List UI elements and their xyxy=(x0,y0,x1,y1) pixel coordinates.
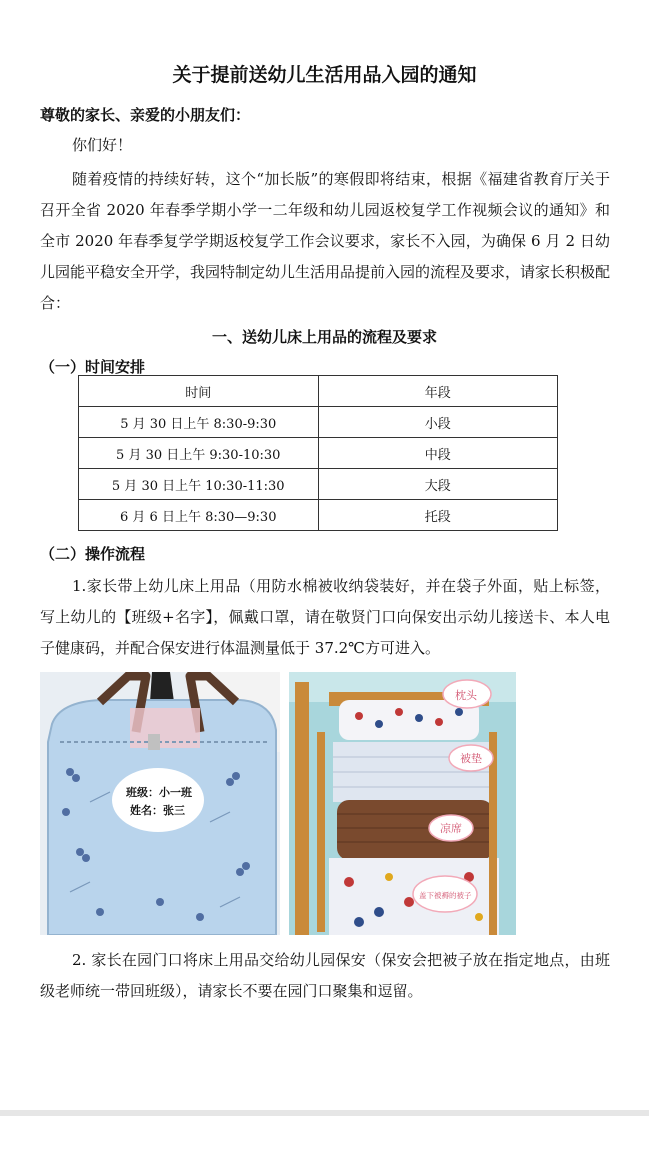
table-row xyxy=(79,407,558,438)
hello-line: 你们好！ xyxy=(72,136,133,154)
bag-illustration xyxy=(40,672,280,935)
table-cell-time: 5 月 30 日上午 8:30-9:30 xyxy=(79,407,319,438)
table-header-cell: 年段 xyxy=(318,376,558,407)
table-cell-time: 6 月 6 日上午 8:30—9:30 xyxy=(79,500,319,531)
subsection-process-title: （二）操作流程 xyxy=(40,545,146,563)
table-cell-grade: 托段 xyxy=(318,500,558,531)
greeting: 尊敬的家长、亲爱的小朋友们： xyxy=(40,106,251,124)
table-header-cell: 时间 xyxy=(79,376,319,407)
table-row xyxy=(79,438,558,469)
bag-label-class: 班级：小一班 xyxy=(126,786,192,799)
bag-photo xyxy=(40,672,280,935)
crib-photo xyxy=(289,672,516,935)
bag-label-name: 姓名：张三 xyxy=(130,804,185,817)
crib-label-pad: 被垫 xyxy=(460,752,482,765)
step1-paragraph: 1.家长带上幼儿床上用品（用防水棉被收纳袋装好，并在袋子外面，贴上标签，写上幼儿的【班级+名字】，佩戴口罩，请在敬贤门口向保安出示幼儿接送卡、本人电子健康码，并配合保安进行体温测量低于 37.2℃方可进入。 xyxy=(40,577,610,657)
crib-illustration xyxy=(289,672,516,935)
crib-label-pillow: 枕头 xyxy=(455,689,477,702)
table-row xyxy=(79,469,558,500)
subsection-time-title: （一）时间安排 xyxy=(40,358,146,376)
step2-paragraph: 2. 家长在园门口将床上用品交给幼儿园保安（保安会把被子放在指定地点，由班级老师统一带回班级），请家长不要在园门口聚集和逗留。 xyxy=(40,951,610,1000)
table-row xyxy=(79,500,558,531)
table-cell-time: 5 月 30 日上午 9:30-10:30 xyxy=(79,438,319,469)
section-title: 一、送幼儿床上用品的流程及要求 xyxy=(211,328,437,346)
page-title: 关于提前送幼儿生活用品入园的通知 xyxy=(172,64,477,86)
page-divider xyxy=(0,1110,649,1116)
table-header-row xyxy=(79,376,558,407)
intro-paragraph: 随着疫情的持续好转，这个“加长版”的寒假即将结束，根据《福建省教育厅关于召开全省 2020 年春季学期小学一二年级和幼儿园返校复学工作视频会议的通知》和全市 2020 年春季复学学期返校复学工作会议要求，家长不入园，为确保 6 月 2 日幼儿园能平稳安全开学，我园特制定幼儿生活用品提前入园的流程及要求，请家长积极配合： xyxy=(40,170,611,312)
table-cell-grade: 大段 xyxy=(318,469,558,500)
crib-label-quilt: 盖下被褥的被子 xyxy=(419,891,472,900)
schedule-table xyxy=(78,375,558,531)
crib-label-mat: 凉席 xyxy=(440,822,462,835)
table-cell-grade: 小段 xyxy=(318,407,558,438)
photo-row xyxy=(40,672,516,935)
table-cell-grade: 中段 xyxy=(318,438,558,469)
table-cell-time: 5 月 30 日上午 10:30-11:30 xyxy=(79,469,319,500)
